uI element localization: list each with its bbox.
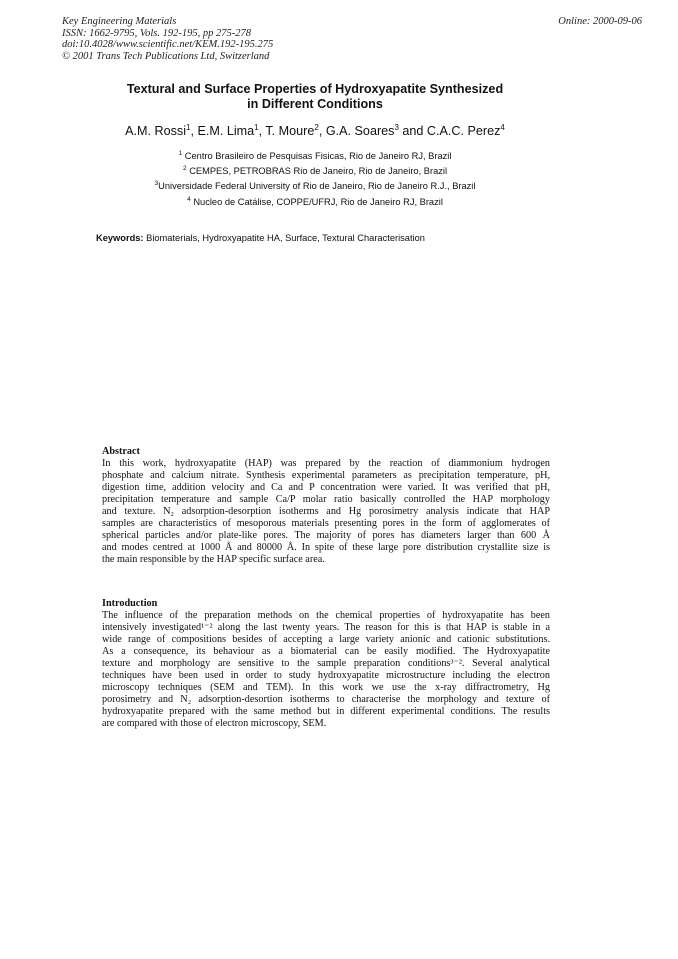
author [265,124,318,138]
author-separator: , [318,124,326,138]
affiliation-mark: 1 [178,149,183,157]
introduction-section [102,598,550,730]
author [326,124,399,138]
author-affiliation-mark: 4 [500,122,505,132]
abstract-line: precipitation temperature and sample Ca/P molar ratio basically controlled the HAP morphology [102,494,550,505]
affiliation-mark: 2 [182,165,187,173]
abstract-line: and texture. N₂ adsorption-desorption isotherms and Hg porosimetry analysis indicate that HAP [102,506,550,517]
introduction-line: porosimetry and N₂ adsorption-desortion isotherms to characterise the morphology and texture of [102,694,550,705]
journal-name: Key Engineering Materials [62,16,177,27]
author-name: G.A. Soares [325,124,395,138]
author [427,124,505,138]
affiliation-text: Centro Brasileiro de Pesquisas Fisicas, Rio de Janeiro RJ, Brazil [184,151,452,161]
affiliation-text: Nucleo de Catálise, COPPE/UFRJ, Rio de Janeiro RJ, Brazil [193,196,443,207]
issn-line: ISSN: 1662-9795, Vols. 192-195, pp 275-278 [62,27,251,39]
affiliation [100,195,530,210]
author-separator: , [258,124,266,138]
author-separator: , [190,124,198,138]
online-date: Online: 2000-09-06 [558,16,642,27]
introduction-line: The influence of the preparation methods on the chemical properties of hydroxyapatite has been [102,610,550,621]
abstract-section [102,446,550,566]
introduction-line: microscopy techniques (SEM and TEM). In this work we use the x-ray diffractrometry, Hg [102,682,550,693]
abstract-heading: Abstract [102,446,140,457]
author-affiliation-mark: 3 [394,122,399,132]
abstract-line: samples are characteristics of mesoporous materials presenting pores in the form of agglomerates of [102,518,550,529]
author-affiliation-mark: 1 [186,122,191,132]
affiliation-list [100,149,530,210]
introduction-line: hydroxyapatite prepared with the same method but in different experimental conditions. The results [102,706,550,717]
introduction-line: texture and morphology are sensitive to the sample preparation conditions³⁻². Several analytical [102,658,550,669]
introduction-line: techniques have been used in order to study hydroxyapatite microstructure including the electron [102,670,550,681]
author [125,124,190,138]
author-affiliation-mark: 2 [314,122,319,132]
copyright-line: © 2001 Trans Tech Publications Ltd, Switzerland [62,50,270,62]
affiliation [100,179,530,194]
abstract-line: spherical particles and/or plate-like pores. The majority of pores has diameters larger than 600 Å [102,530,550,541]
author-separator: and [398,124,427,138]
introduction-line: wide range of compositions besides of accepting a large variety anionic and cationic substitutions. [102,634,550,645]
affiliation [100,149,530,164]
affiliation-mark: 3 [154,180,159,188]
paper-title [100,82,530,111]
introduction-line: are compared with those of electron microscopy, SEM. [102,718,327,729]
introduction-line: intensively investigated¹⁻² along the last twenty years. The reason for this is that HAP is stable in a [102,622,550,633]
title-line-2: in Different Conditions [247,96,383,111]
keywords-label: Keywords: [96,233,144,243]
affiliation-text: Universidade Federal University of Rio de Janeiro, Rio de Janeiro R.J., Brazil [158,181,476,192]
author-name: T. Moure [265,124,315,138]
abstract-line: digestion time, addition velocity and Ca and P concentration were varied. It was verified that pH, [102,482,550,493]
keywords-text: Biomaterials, Hydroxyapatite HA, Surface, Textural Characterisation [143,233,425,243]
author [197,124,258,138]
abstract-line: the main responsible by the HAP specific surface area. [102,554,325,565]
author-list [90,124,540,138]
abstract-line: In this work, hydroxyapatite (HAP) was prepared by the reaction of diammonium hydrogen [102,458,550,469]
affiliation-mark: 4 [187,195,191,203]
affiliation [100,164,530,179]
doi-line: doi:10.4028/www.scientific.net/KEM.192-195.275 [62,39,274,51]
introduction-heading: Introduction [102,598,158,609]
keywords-line [96,233,425,243]
author-name: A.M. Rossi [125,124,187,138]
author-affiliation-mark: 1 [254,122,259,132]
introduction-line: As a consequence, its behaviour as a biomaterial can be easily modified. The Hydroxyapatite [102,646,550,657]
affiliation-text: CEMPES, PETROBRAS Rio de Janeiro, Rio de Janeiro, Brazil [189,166,448,177]
abstract-line: and modes centred at 1000 Å and 80000 Å. In spite of these large pore distribution crystallite size is [102,542,550,553]
author-name: E.M. Lima [197,124,255,138]
journal-header [62,16,273,62]
abstract-line: phosphate and calcium nitrate. Synthesis experimental parameters as precipitation temperature, pH, [102,470,550,481]
author-name: C.A.C. Perez [426,124,501,138]
title-line-1: Textural and Surface Properties of Hydroxyapatite Synthesized [126,82,504,96]
